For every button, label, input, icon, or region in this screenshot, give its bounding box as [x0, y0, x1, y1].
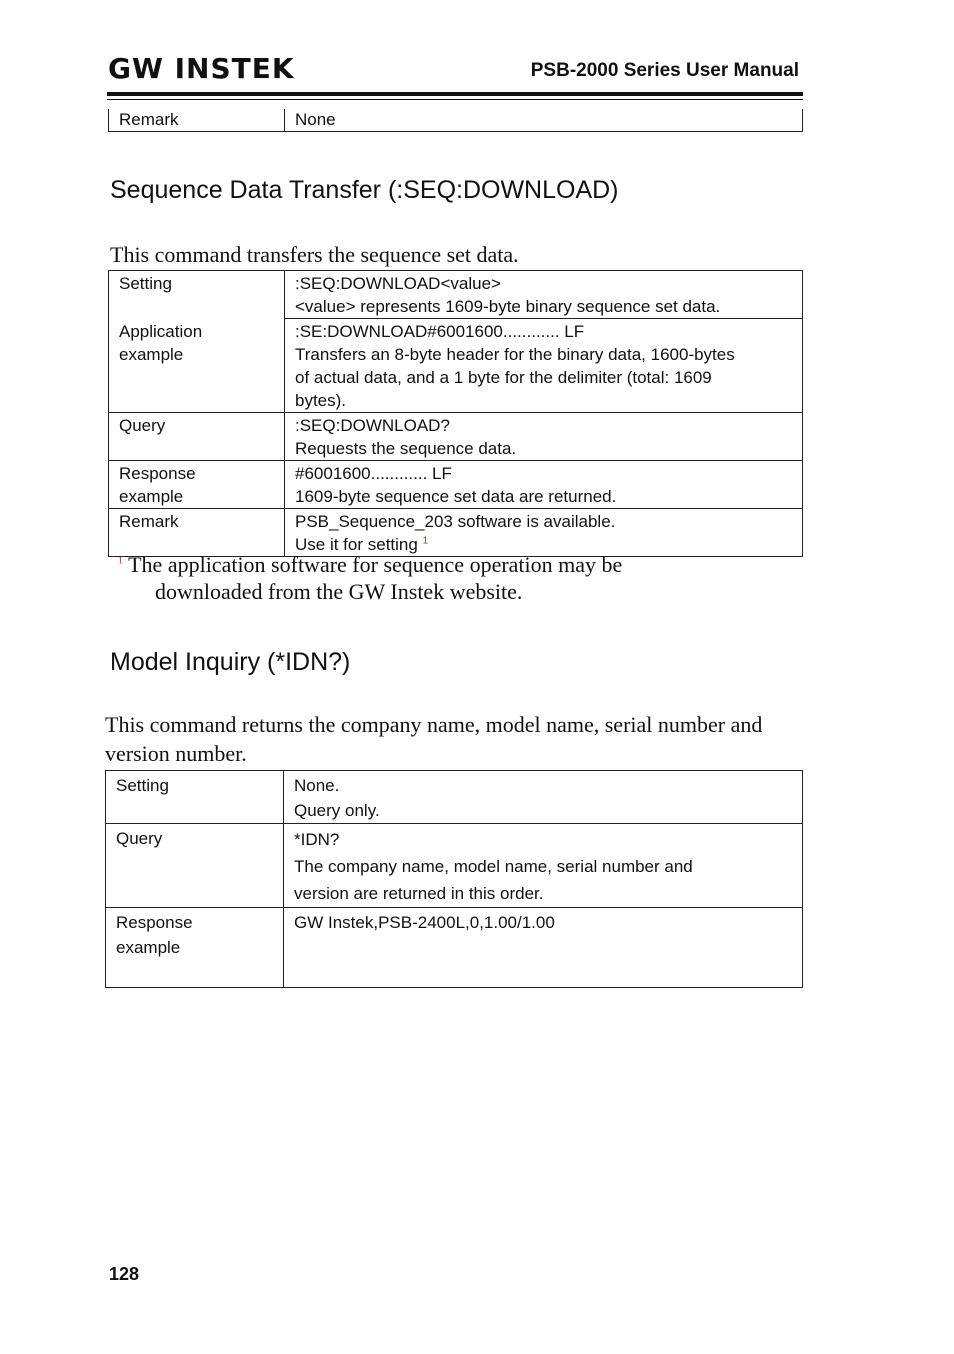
remark-value: PSB_Sequence_203 software is available. Use it for setting $^1$	[285, 509, 803, 557]
query-value: *IDN? The company name, model name, serial number and version are returned in this order.	[284, 824, 803, 908]
setting-label: Setting	[109, 271, 285, 319]
remark-value: None	[285, 109, 803, 132]
query-label: Query	[106, 824, 284, 908]
idn-intro-text: This command returns the company name, model name, serial number and version number.	[105, 712, 763, 766]
query-value: :SEQ:DOWNLOAD? Requests the sequence data.	[285, 413, 803, 461]
seq-download-command-table	[108, 270, 803, 557]
previous-command-table	[108, 109, 803, 132]
header-rule-thin	[107, 99, 803, 100]
remark-label: Remark	[109, 509, 285, 557]
table-row	[109, 271, 803, 319]
footnote-reference: 1	[422, 535, 429, 547]
setting-label: Setting	[106, 771, 284, 824]
document-title: PSB-2000 Series User Manual	[530, 60, 799, 81]
footnote: $^1$ The application software for sequence operation may be downloaded from the GW Instek website.	[118, 552, 623, 604]
response-example-label: Response example	[106, 908, 284, 988]
table-row	[106, 824, 803, 908]
table-row	[109, 413, 803, 461]
table-row	[109, 109, 803, 132]
section-heading-seq-download: Sequence Data Transfer (:SEQ:DOWNLOAD)	[110, 176, 619, 204]
seq-intro-text: This command transfers the sequence set data.	[110, 242, 519, 267]
setting-value: :SEQ:DOWNLOAD<value> <value> represents 1609-byte binary sequence set data.	[285, 271, 803, 319]
footnote-mark: 1	[118, 555, 123, 567]
gw-instek-logo: GW INSTEK	[108, 52, 295, 85]
query-label: Query	[109, 413, 285, 461]
table-row	[109, 319, 803, 413]
header-rule-thick	[107, 92, 803, 96]
table-row	[109, 461, 803, 509]
response-example-value: #6001600............ LF 1609-byte sequence set data are returned.	[285, 461, 803, 509]
application-example-value: :SE:DOWNLOAD#6001600............ LF Transfers an 8-byte header for the binary data, 1600-bytes of actual data, and a 1 byte for the delimiter (total: 1609 bytes).	[285, 319, 803, 413]
idn-command-table	[105, 770, 803, 988]
page-number: 128	[109, 1264, 140, 1284]
table-row	[106, 908, 803, 988]
response-example-label: Response example	[109, 461, 285, 509]
table-row	[109, 509, 803, 557]
section-heading-model-inquiry: Model Inquiry (*IDN?)	[110, 648, 351, 676]
remark-label: Remark	[109, 109, 285, 132]
table-row	[106, 771, 803, 824]
setting-value: None. Query only.	[284, 771, 803, 824]
response-example-value: GW Instek,PSB-2400L,0,1.00/1.00	[284, 908, 803, 988]
application-example-label: Application example	[109, 319, 285, 413]
